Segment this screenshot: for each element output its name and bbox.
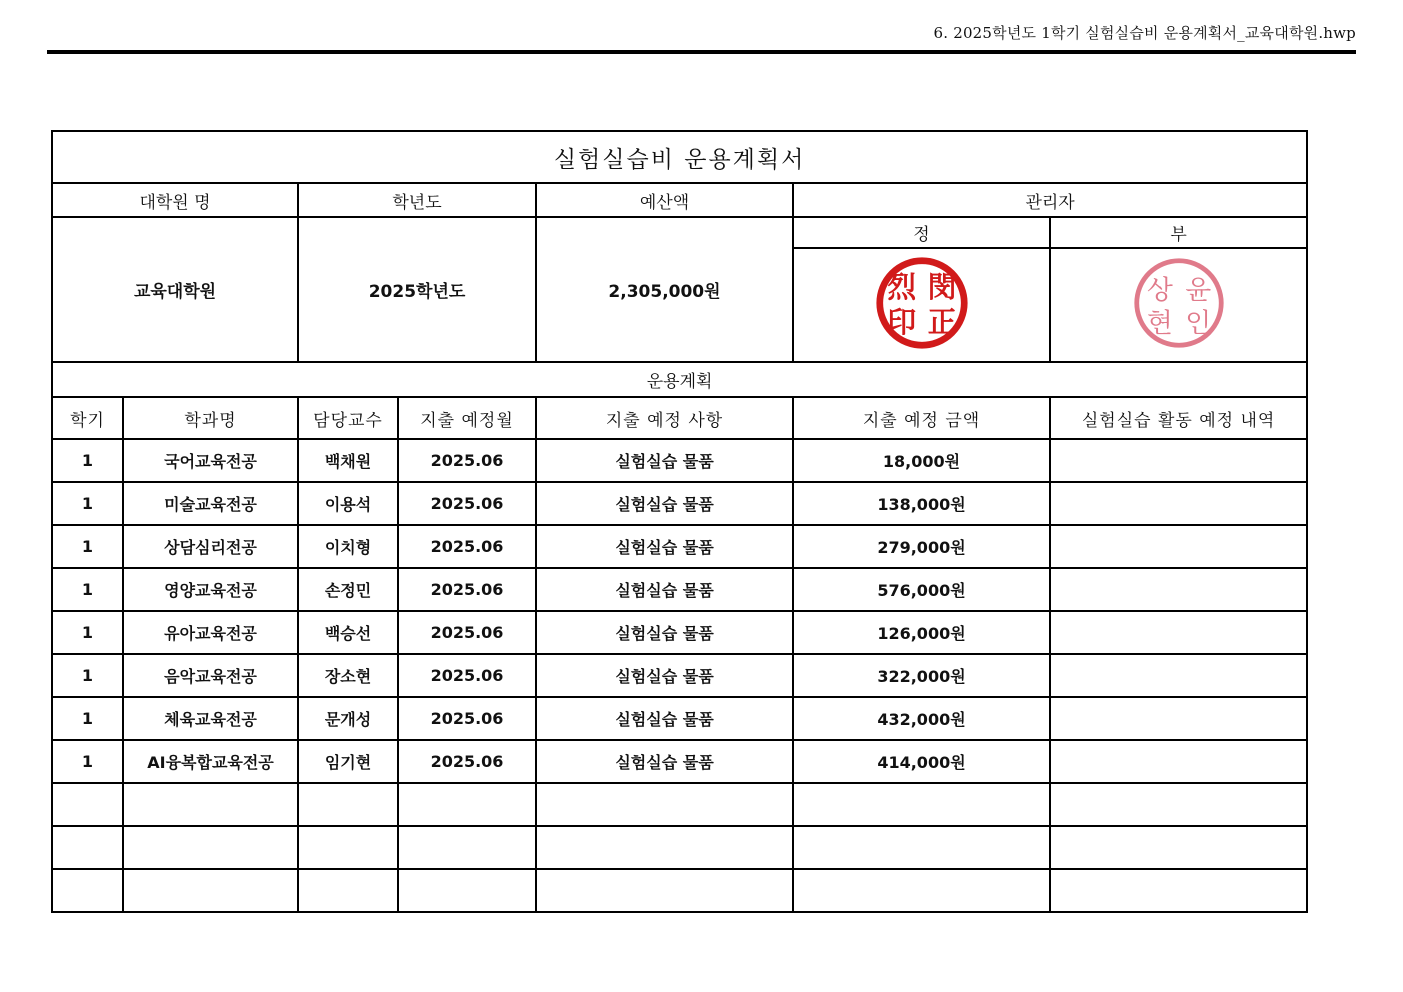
cell-department bbox=[123, 783, 298, 826]
table-row bbox=[52, 697, 1307, 740]
cell-activity bbox=[1050, 439, 1307, 482]
table-row bbox=[52, 826, 1307, 869]
cell-activity bbox=[1050, 568, 1307, 611]
cell-item: 실험실습 물품 bbox=[536, 568, 793, 611]
secondary-seal-char-1: 현 bbox=[1146, 307, 1173, 339]
cell-professor: 임기현 bbox=[298, 740, 398, 783]
table-row bbox=[52, 439, 1307, 482]
cell-professor bbox=[298, 783, 398, 826]
secondary-seal-stamp bbox=[1131, 255, 1227, 351]
cell-department: AI융복합교육전공 bbox=[123, 740, 298, 783]
cell-professor: 이치형 bbox=[298, 525, 398, 568]
cell-activity bbox=[1050, 869, 1307, 912]
cell-item bbox=[536, 869, 793, 912]
table-row bbox=[52, 482, 1307, 525]
cell-department: 상담심리전공 bbox=[123, 525, 298, 568]
cell-month: 2025.06 bbox=[398, 654, 536, 697]
cell-activity bbox=[1050, 826, 1307, 869]
cell-semester bbox=[52, 826, 123, 869]
header-budget: 예산액 bbox=[536, 183, 793, 217]
cell-department: 국어교육전공 bbox=[123, 439, 298, 482]
cell-semester: 1 bbox=[52, 697, 123, 740]
cell-professor: 백채원 bbox=[298, 439, 398, 482]
cell-department: 미술교육전공 bbox=[123, 482, 298, 525]
value-grad-school: 교육대학원 bbox=[52, 217, 298, 362]
table-row bbox=[52, 783, 1307, 826]
cell-semester: 1 bbox=[52, 740, 123, 783]
cell-semester: 1 bbox=[52, 568, 123, 611]
header-year: 학년도 bbox=[298, 183, 536, 217]
cell-professor: 백승선 bbox=[298, 611, 398, 654]
secondary-seal-char-3: 윤 bbox=[1184, 275, 1211, 307]
cell-amount: 138,000원 bbox=[793, 482, 1050, 525]
manager-primary-stamp-cell bbox=[793, 248, 1050, 362]
header-manager: 관리자 bbox=[793, 183, 1307, 217]
cell-item: 실험실습 물품 bbox=[536, 740, 793, 783]
primary-seal-char-1: 烈 bbox=[886, 270, 916, 305]
manager-secondary-label: 부 bbox=[1050, 217, 1307, 248]
plan-section-label: 운용계획 bbox=[52, 362, 1307, 397]
cell-item: 실험실습 물품 bbox=[536, 439, 793, 482]
cell-semester: 1 bbox=[52, 439, 123, 482]
column-header-professor: 담당교수 bbox=[298, 397, 398, 439]
cell-amount: 576,000원 bbox=[793, 568, 1050, 611]
value-budget: 2,305,000원 bbox=[536, 217, 793, 362]
value-year: 2025학년도 bbox=[298, 217, 536, 362]
cell-amount bbox=[793, 869, 1050, 912]
secondary-seal-char-2: 인 bbox=[1184, 307, 1211, 339]
cell-month: 2025.06 bbox=[398, 439, 536, 482]
cell-department: 체육교육전공 bbox=[123, 697, 298, 740]
cell-professor: 문개성 bbox=[298, 697, 398, 740]
cell-semester: 1 bbox=[52, 482, 123, 525]
cell-activity bbox=[1050, 654, 1307, 697]
cell-item bbox=[536, 783, 793, 826]
cell-department: 음악교육전공 bbox=[123, 654, 298, 697]
plan-rows bbox=[52, 439, 1307, 912]
column-header-activity: 실험실습 활동 예정 내역 bbox=[1050, 397, 1307, 439]
cell-month bbox=[398, 826, 536, 869]
header-grad-school: 대학원 명 bbox=[52, 183, 298, 217]
document-title: 실험실습비 운용계획서 bbox=[52, 131, 1307, 183]
cell-professor bbox=[298, 826, 398, 869]
cell-professor: 이용석 bbox=[298, 482, 398, 525]
cell-activity bbox=[1050, 697, 1307, 740]
cell-activity bbox=[1050, 482, 1307, 525]
cell-professor: 손정민 bbox=[298, 568, 398, 611]
cell-department: 영양교육전공 bbox=[123, 568, 298, 611]
cell-month: 2025.06 bbox=[398, 611, 536, 654]
cell-professor bbox=[298, 869, 398, 912]
cell-month: 2025.06 bbox=[398, 740, 536, 783]
cell-amount: 432,000원 bbox=[793, 697, 1050, 740]
cell-department: 유아교육전공 bbox=[123, 611, 298, 654]
cell-amount: 322,000원 bbox=[793, 654, 1050, 697]
column-header-month: 지출 예정월 bbox=[398, 397, 536, 439]
document-filename: 6. 2025학년도 1학기 실험실습비 운용계획서_교육대학원.hwp bbox=[933, 24, 1356, 42]
cell-month bbox=[398, 869, 536, 912]
cell-month bbox=[398, 783, 536, 826]
cell-activity bbox=[1050, 525, 1307, 568]
plan-table bbox=[51, 130, 1308, 913]
table-row bbox=[52, 740, 1307, 783]
cell-amount: 18,000원 bbox=[793, 439, 1050, 482]
primary-seal-char-0: 閔 bbox=[927, 270, 957, 305]
header-rule bbox=[47, 50, 1356, 54]
cell-professor: 장소현 bbox=[298, 654, 398, 697]
table-row bbox=[52, 568, 1307, 611]
cell-department bbox=[123, 826, 298, 869]
cell-amount: 414,000원 bbox=[793, 740, 1050, 783]
primary-seal-char-2: 正 bbox=[927, 304, 957, 339]
table-row bbox=[52, 525, 1307, 568]
manager-primary-label: 정 bbox=[793, 217, 1050, 248]
cell-semester: 1 bbox=[52, 525, 123, 568]
cell-department bbox=[123, 869, 298, 912]
column-header-department: 학과명 bbox=[123, 397, 298, 439]
cell-item: 실험실습 물품 bbox=[536, 654, 793, 697]
cell-month: 2025.06 bbox=[398, 697, 536, 740]
cell-activity bbox=[1050, 611, 1307, 654]
cell-semester: 1 bbox=[52, 654, 123, 697]
cell-item: 실험실습 물품 bbox=[536, 525, 793, 568]
cell-amount bbox=[793, 826, 1050, 869]
column-header-amount: 지출 예정 금액 bbox=[793, 397, 1050, 439]
cell-amount: 126,000원 bbox=[793, 611, 1050, 654]
cell-semester bbox=[52, 783, 123, 826]
table-row bbox=[52, 654, 1307, 697]
manager-secondary-stamp-cell bbox=[1050, 248, 1307, 362]
table-row bbox=[52, 869, 1307, 912]
cell-item: 실험실습 물품 bbox=[536, 697, 793, 740]
cell-amount: 279,000원 bbox=[793, 525, 1050, 568]
cell-month: 2025.06 bbox=[398, 482, 536, 525]
secondary-seal-char-0: 상 bbox=[1146, 275, 1173, 307]
primary-seal-stamp bbox=[874, 255, 970, 351]
cell-amount bbox=[793, 783, 1050, 826]
table-row bbox=[52, 611, 1307, 654]
primary-seal-char-3: 印 bbox=[886, 304, 916, 339]
cell-item: 실험실습 물품 bbox=[536, 482, 793, 525]
cell-semester bbox=[52, 869, 123, 912]
cell-item bbox=[536, 826, 793, 869]
cell-semester: 1 bbox=[52, 611, 123, 654]
cell-activity bbox=[1050, 740, 1307, 783]
column-header-item: 지출 예정 사항 bbox=[536, 397, 793, 439]
cell-month: 2025.06 bbox=[398, 568, 536, 611]
cell-item: 실험실습 물품 bbox=[536, 611, 793, 654]
cell-month: 2025.06 bbox=[398, 525, 536, 568]
column-header-semester: 학기 bbox=[52, 397, 123, 439]
cell-activity bbox=[1050, 783, 1307, 826]
